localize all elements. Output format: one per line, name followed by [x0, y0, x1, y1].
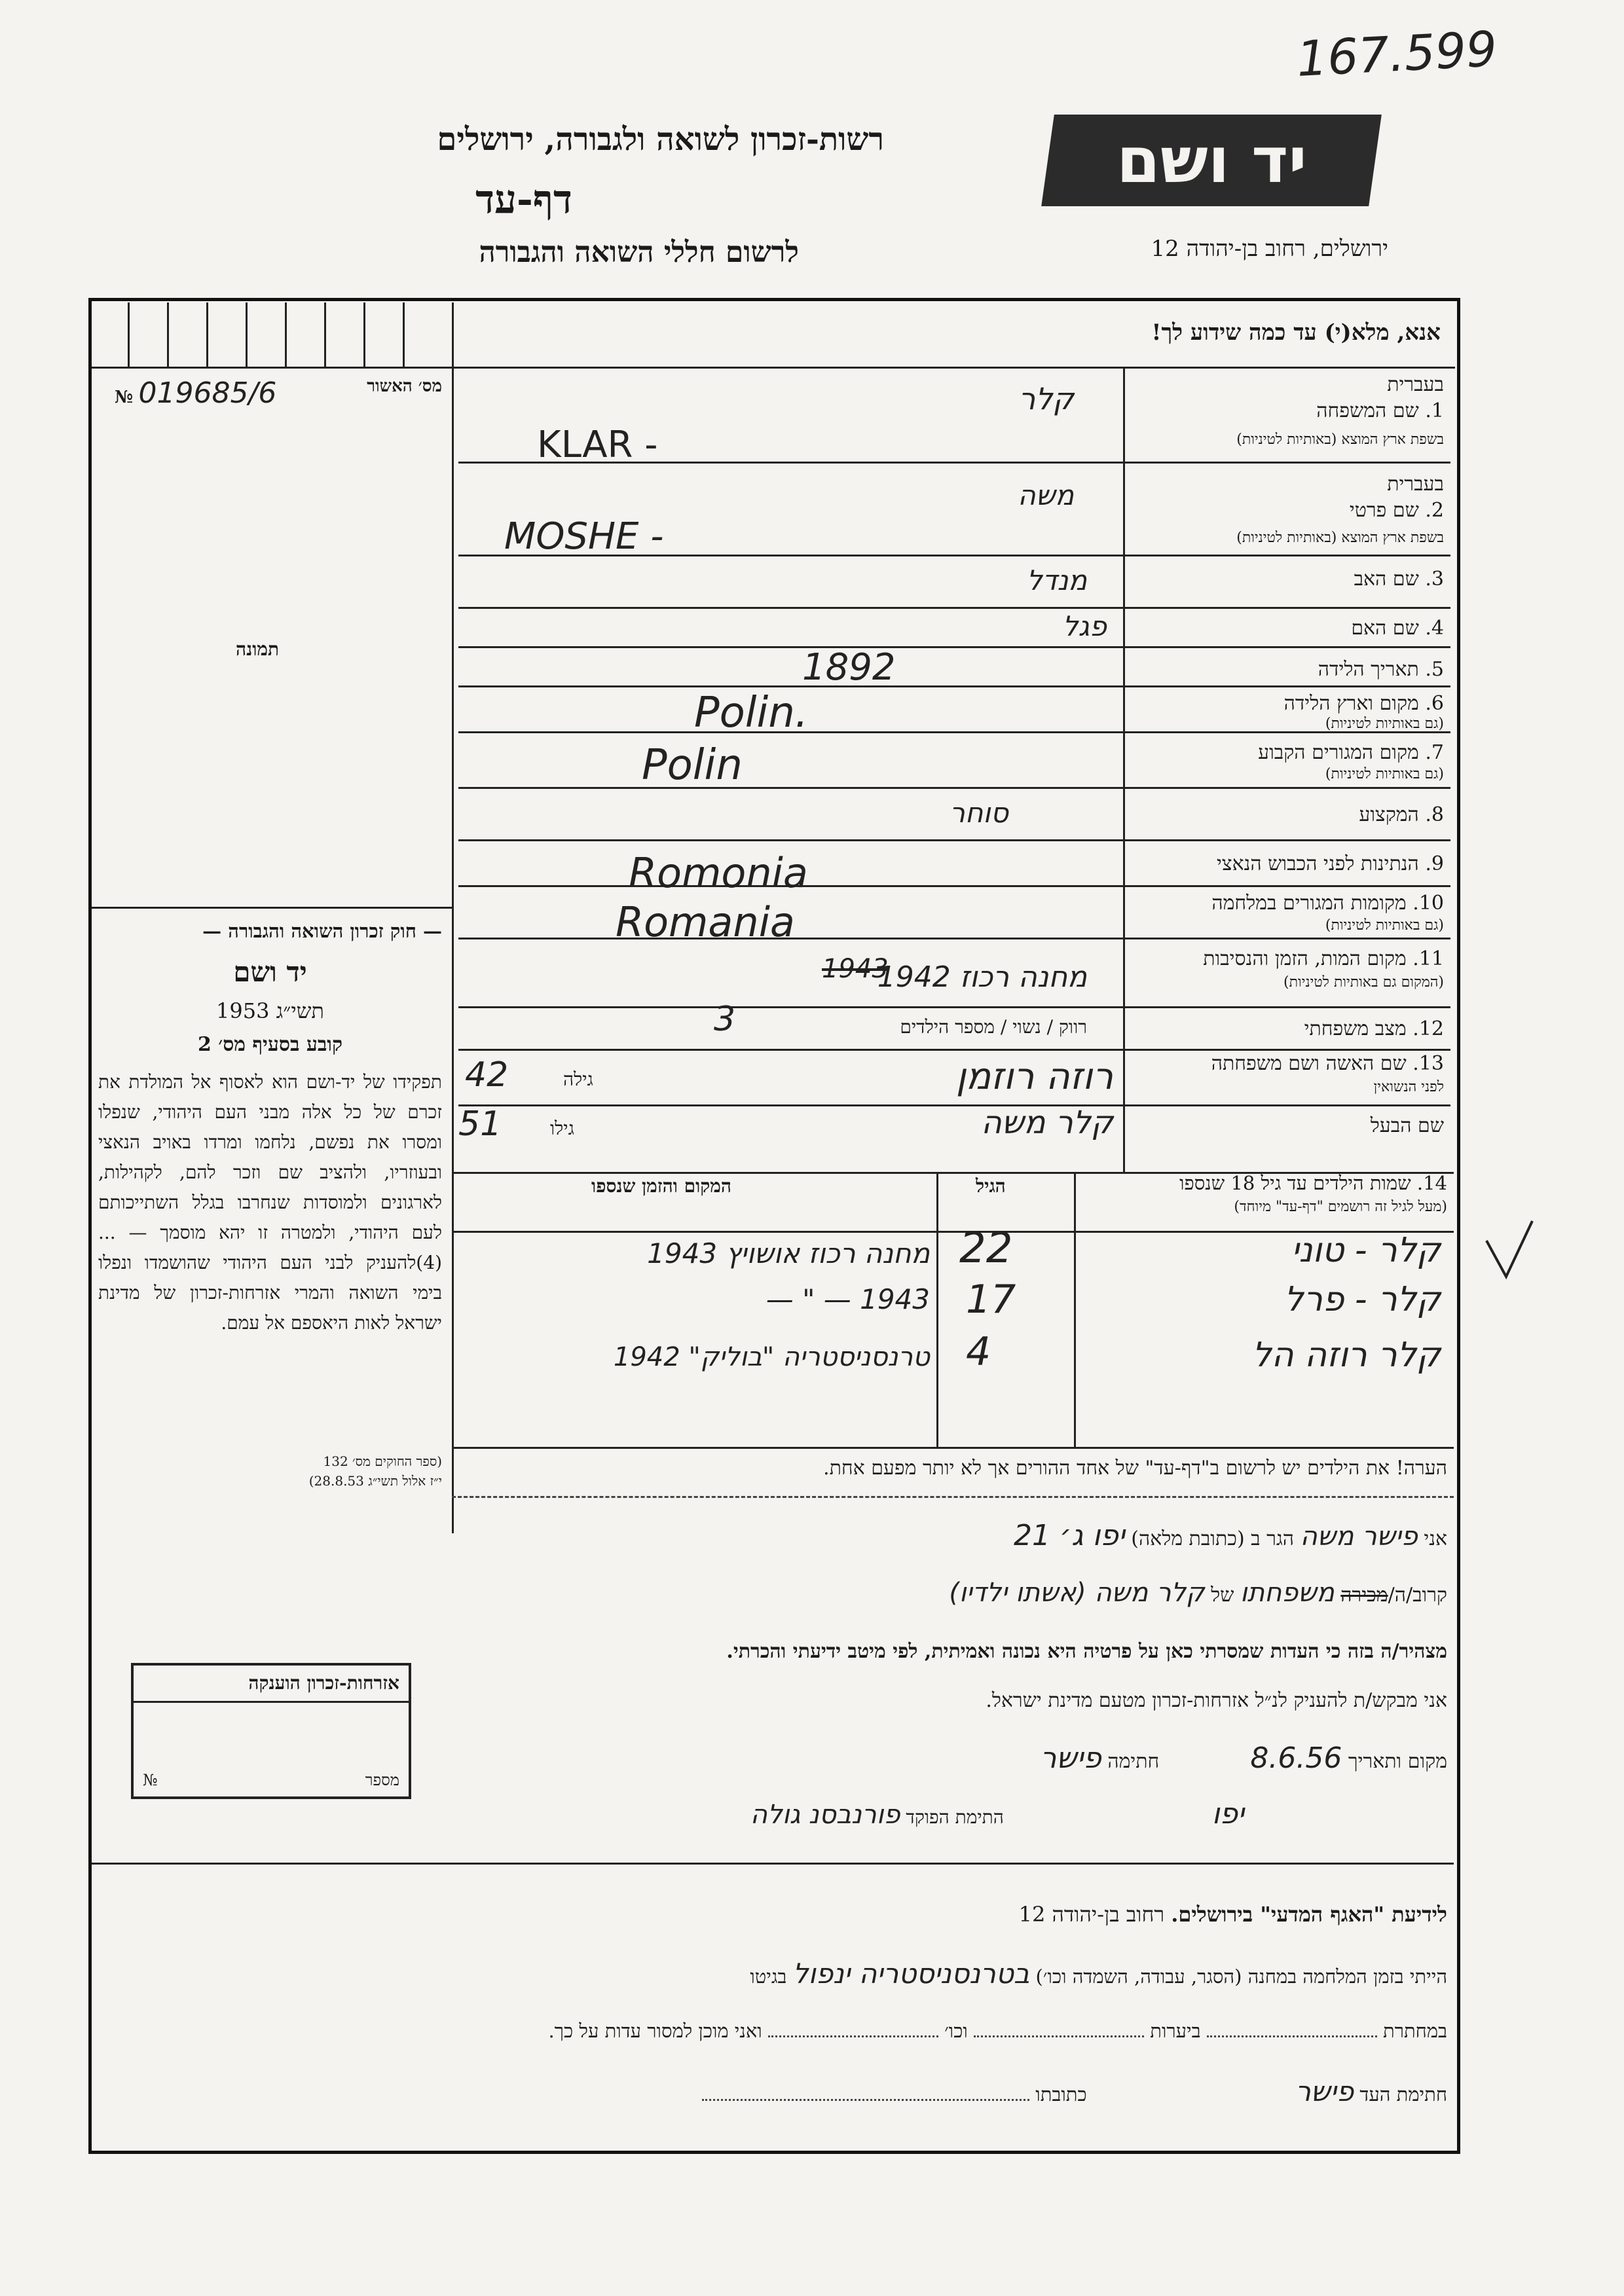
- declaration-line-1: אני פישר משה הגר ב (כתובת מלאה) יפו ג׳ 21: [1013, 1519, 1447, 1552]
- officer-row: יפו התימת הפוקד פורנבסנ גולה: [750, 1797, 1244, 1831]
- war-residence: Romania: [616, 898, 795, 946]
- child-1-name: קלר - טוני: [1291, 1231, 1441, 1270]
- wife-name: רוזה רוזמן: [955, 1055, 1113, 1098]
- law-text: תפקידו של יד-ושם הוא לאסוף אל המולדת את זכרם של כל אלה מבני העם היהודי, שנפלו ומסרו את נפשם, נלחמו ומרדו באויב הנאצי ובעוזריו, ולהציב שם וזכר להם, לקהילות, לארגונים ולמוסדות שנחרבו בגלל השתייכותם לעם היהודי, ולמטרה זו יהא מוסמך — ...(4)להעניק לבני העם היהודי שהושמדו ונפלו בימי השואה והמרי אזרחות-זכרון של מדינת ישראל לאות היאספם אל עמם.: [98, 1071, 442, 1334]
- citizenship: Romonia: [629, 849, 808, 897]
- child-3-age: 4: [966, 1329, 991, 1375]
- surname-hebrew: קלר: [1018, 381, 1074, 416]
- firstname-hebrew: משה: [1018, 479, 1074, 511]
- authority-title: רשות-זכרון לשואה ולגבורה, ירושלים: [437, 121, 884, 158]
- photo-label: תמונה: [236, 638, 280, 660]
- officer-signature: פורנבסנ גולה: [750, 1800, 900, 1830]
- law-name: יד ושם: [233, 956, 307, 988]
- footer-line-3: חתימת העד פישר כתובתו: [98, 2075, 1447, 2107]
- memorial-citizenship-box: אזרחות-זכרון הוענקה № מספר: [131, 1663, 411, 1799]
- child-2-age: 17: [966, 1277, 1016, 1322]
- birth-place: Polin.: [694, 689, 809, 737]
- declarant-address: יפו ג׳ 21: [1013, 1519, 1125, 1552]
- relation-of: קלר משה (אשתו ילדיו): [949, 1578, 1205, 1608]
- place-date-row: מקום ותאריך 8.6.56 חתימה פישר: [1040, 1741, 1447, 1775]
- declaration-place: יפו: [1211, 1797, 1244, 1831]
- death-place: מחנה רכוז 1942: [877, 960, 1087, 994]
- certificate-row: № 019685/6 מס׳ האשור: [115, 376, 442, 410]
- children-count: 3: [714, 1000, 736, 1039]
- declaration-date: 8.6.56: [1250, 1741, 1342, 1775]
- declarant-name: פישר משה: [1300, 1522, 1418, 1552]
- child-2-name: קלר - פרל: [1283, 1280, 1441, 1319]
- residence: Polin: [642, 741, 743, 790]
- child-3-name: קלר רוזה הל: [1252, 1336, 1441, 1375]
- child-3-place: טרנסניסטריה "בוליק" 1942: [613, 1342, 930, 1372]
- wife-age: 42: [465, 1055, 509, 1095]
- relation: משפחתו: [1240, 1578, 1335, 1608]
- law-title: — חוק זכרון השואה והגבורה —: [202, 920, 442, 942]
- form-title: דף-עד: [475, 177, 572, 223]
- child-1-place: מחנה רכוז אושויץ 1943: [647, 1237, 930, 1269]
- law-clause: קובע בסעיף מס׳ 2: [197, 1033, 343, 1056]
- footer-line-2: במחתרת ביערות וכו׳ ואני מוכן למסור עדות על כך.: [548, 2020, 1447, 2042]
- fields-area: בעברית 1. שם המשפחה בשפת ארץ המוצא (באותיות לטיניות) קלר KLAR - בעברית 2. שם פרטי בשפת ארץ המוצא (באותיות לטיניות) משה MOSHE - 3. שם האב מנדל 4. שם האם פגל 5. תאריך הלידה 1892 6. מקום וארץ הלידה (גם באותיות לטיניות) Polin. 7. מקום המגורים הקבוע (גם באותיות לטיניות) Polin 8. המקצוע סוחר 9. הנתינות לפני הכבוש הנאצי Romonia 10. מקומות המגורים במלחמה (גם באותיות לטיניות) Romania 11. מקום המות, הזמן והנסיבות (המקום גם באותיות לטיניות) מחנה רכוז 1942 1943 12. מצב משפחתי רווק / נשוי / מספר הילדים 3 13. שם האשה ושם משפחתה לפני הנשואין רוזה רוזמן גילה 42 שם הבעל קלר משה גילו 51: [458, 368, 1450, 1172]
- form-subtitle: לרשום חללי השואה והגבורה: [479, 236, 799, 269]
- footer-line-1: הייתי בזמן המלחמה במחנה (הסגר, עבודה, השמדה וכו׳) בטרנסניסטריה ינפול בגיטו: [750, 1958, 1447, 1990]
- birth-date: 1892: [802, 646, 896, 689]
- declaration-request: אני מבקש/ת להעניק לנ״ל אזרחות-זכרון מטעם מדינת ישראל.: [986, 1689, 1447, 1712]
- father-name: מנדל: [1026, 564, 1087, 596]
- child-1-age: 22: [959, 1224, 1013, 1273]
- signature: פישר: [1040, 1741, 1101, 1775]
- place-header: המקום והזמן שנספו: [591, 1175, 731, 1197]
- children-header: 14. שמות הילדים עד גיל 18 שנספו: [1179, 1172, 1447, 1194]
- husband-name: קלר משה: [981, 1104, 1113, 1141]
- declaration-line-2: קרוב/ה/מכירה משפחתו של קלר משה (אשתו ילדיו): [949, 1578, 1447, 1608]
- camp-name: בטרנסניסטריה ינפול: [792, 1958, 1030, 1990]
- address: ירושלים, רחוב בן-יהודה 12: [1151, 236, 1388, 262]
- footer-title: לידיעת "האגף המדעי" בירושלים. רחוב בן-יהודה 12: [1018, 1902, 1447, 1927]
- witness-signature: פישר: [1295, 2075, 1354, 2107]
- age-header: הגיל: [976, 1175, 1006, 1197]
- death-year-struck: 1943: [822, 954, 889, 984]
- child-2-place: 1943 — " —: [766, 1283, 930, 1315]
- certificate-number: 019685/6: [138, 376, 277, 410]
- husband-age: 51: [458, 1104, 502, 1144]
- instruction: אנא, מלא(י) עד כמה שידוע לך!: [1151, 319, 1441, 346]
- profession: סוחר: [950, 797, 1008, 829]
- yad-vashem-logo: יד ושם: [1041, 115, 1382, 206]
- firstname-latin: MOSHE -: [504, 515, 664, 558]
- archive-number: 167.599: [1295, 21, 1499, 88]
- declaration-statement: מצהיר/ה בזה כי העדות שמסרתי כאן על פרטיה היא נכונה ואמיתית, לפי מיטב ידיעתי והכרתי.: [726, 1640, 1447, 1663]
- mother-name: פגל: [1062, 610, 1107, 642]
- surname-latin: KLAR -: [537, 424, 658, 466]
- note: הערה! את הילדים יש לרשום ב"דף-עד" של אחד ההורים אך לא יותר מפעם אחת.: [823, 1457, 1447, 1480]
- check-mark-icon: [1483, 1218, 1536, 1283]
